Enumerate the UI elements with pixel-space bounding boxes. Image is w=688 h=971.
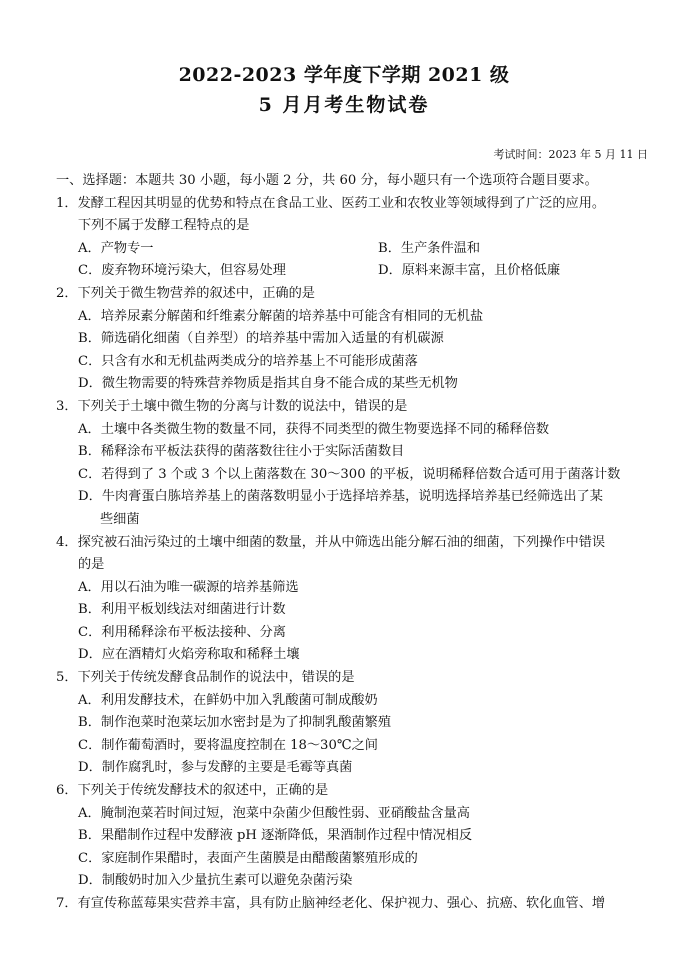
question-5-option-b: B．制作泡菜时泡菜坛加水密封是为了抑制乳酸菌繁殖 bbox=[78, 715, 392, 731]
question-6-stem: 6．下列关于传统发酵技术的叙述中，正确的是 bbox=[56, 783, 329, 799]
question-list bbox=[56, 170, 656, 916]
question-3-option-b: B．稀释涂布平板法获得的菌落数往往小于实际活菌数目 bbox=[78, 444, 405, 460]
question-1-options-row-1 bbox=[56, 238, 656, 261]
question-5-stem: 5．下列关于传统发酵食品制作的说法中，错误的是 bbox=[56, 670, 355, 686]
question-5-option-d: D．制作腐乳时，参与发酵的主要是毛霉等真菌 bbox=[78, 760, 353, 776]
question-1-stem: 1．发酵工程因其明显的优势和特点在食品工业、医药工业和农牧业等领域得到了广泛的应用。 bbox=[56, 195, 606, 211]
question-3-option-a: A．土壤中各类微生物的数量不同，获得不同类型的微生物要选择不同的稀释倍数 bbox=[78, 421, 550, 437]
question-4-option-b: B．利用平板划线法对细菌进行计数 bbox=[78, 602, 286, 618]
question-2-option-d: D．微生物需要的特殊营养物质是指其自身不能合成的某些无机物 bbox=[78, 376, 458, 392]
question-6-option-a: A．腌制泡菜若时间过短，泡菜中杂菌少但酸性弱、亚硝酸盐含量高 bbox=[78, 805, 470, 821]
exam-title-line1: 2022-2023 学年度下学期 2021 级 bbox=[178, 64, 510, 86]
question-1-option-c: C．废弃物环境污染大，但容易处理 bbox=[78, 263, 286, 279]
exam-title-line2: 5 月月考生物试卷 bbox=[258, 94, 430, 116]
question-6-option-b: B．果醋制作过程中发酵液 pH 逐渐降低，果酒制作过程中情况相反 bbox=[78, 828, 473, 844]
question-3-stem: 3．下列关于土壤中微生物的分离与计数的说法中，错误的是 bbox=[56, 398, 408, 414]
question-1-option-b: B．生产条件温和 bbox=[378, 240, 481, 256]
question-3-option-c: C．若得到了 3 个或 3 个以上菌落数在 30～300 的平板，说明稀释倍数合适可用于菌落计数 bbox=[78, 466, 621, 482]
question-1-option-a: A．产物专一 bbox=[78, 240, 154, 256]
question-1-options-row-2 bbox=[56, 260, 656, 283]
question-4-stem-cont: 的是 bbox=[78, 557, 105, 573]
question-4-option-d: D．应在酒精灯火焰旁称取和稀释土壤 bbox=[78, 647, 300, 663]
question-7-stem: 7．有宣传称蓝莓果实营养丰富，具有防止脑神经老化、保护视力、强心、抗癌、软化血管、增 bbox=[56, 896, 606, 911]
question-6-option-c: C．家庭制作果醋时，表面产生菌膜是由醋酸菌繁殖形成的 bbox=[78, 850, 418, 866]
exam-time: 考试时间：2023 年 5 月 11 日 bbox=[493, 148, 648, 161]
question-5-option-c: C．制作葡萄酒时，要将温度控制在 18～30℃之间 bbox=[78, 737, 378, 753]
question-1-option-d: D．原料来源丰富，且价格低廉 bbox=[378, 263, 561, 279]
question-2-stem: 2．下列关于微生物营养的叙述中，正确的是 bbox=[56, 285, 315, 301]
question-2-option-b: B．筛选硝化细菌（自养型）的培养基中需加入适量的有机碳源 bbox=[78, 331, 444, 347]
question-3-option-d: D．牛肉膏蛋白胨培养基上的菌落数明显小于选择培养基，说明选择培养基已经筛选出了某 bbox=[78, 489, 603, 505]
question-2-option-a: A．培养尿素分解菌和纤维素分解菌的培养基中可能含有相同的无机盐 bbox=[78, 308, 484, 324]
question-5-option-a: A．利用发酵技术，在鲜奶中加入乳酸菌可制成酸奶 bbox=[78, 692, 378, 708]
question-1-stem-cont: 下列不属于发酵工程特点的是 bbox=[78, 218, 250, 234]
question-4-stem: 4．探究被石油污染过的土壤中细菌的数量，并从中筛选出能分解石油的细菌，下列操作中错误 bbox=[56, 534, 606, 550]
question-3-option-d-cont: 些细菌 bbox=[100, 511, 140, 527]
question-6-option-d: D．制酸奶时加入少量抗生素可以避免杂菌污染 bbox=[78, 873, 353, 889]
question-4-option-a: A．用以石油为唯一碳源的培养基筛选 bbox=[78, 579, 299, 595]
question-2-option-c: C．只含有水和无机盐两类成分的培养基上不可能形成菌落 bbox=[78, 353, 418, 369]
question-4-option-c: C．利用稀释涂布平板法接种、分离 bbox=[78, 624, 286, 640]
section-heading: 一、选择题：本题共 30 小题，每小题 2 分，共 60 分，每小题只有一个选项符合题目要求。 bbox=[56, 173, 598, 188]
